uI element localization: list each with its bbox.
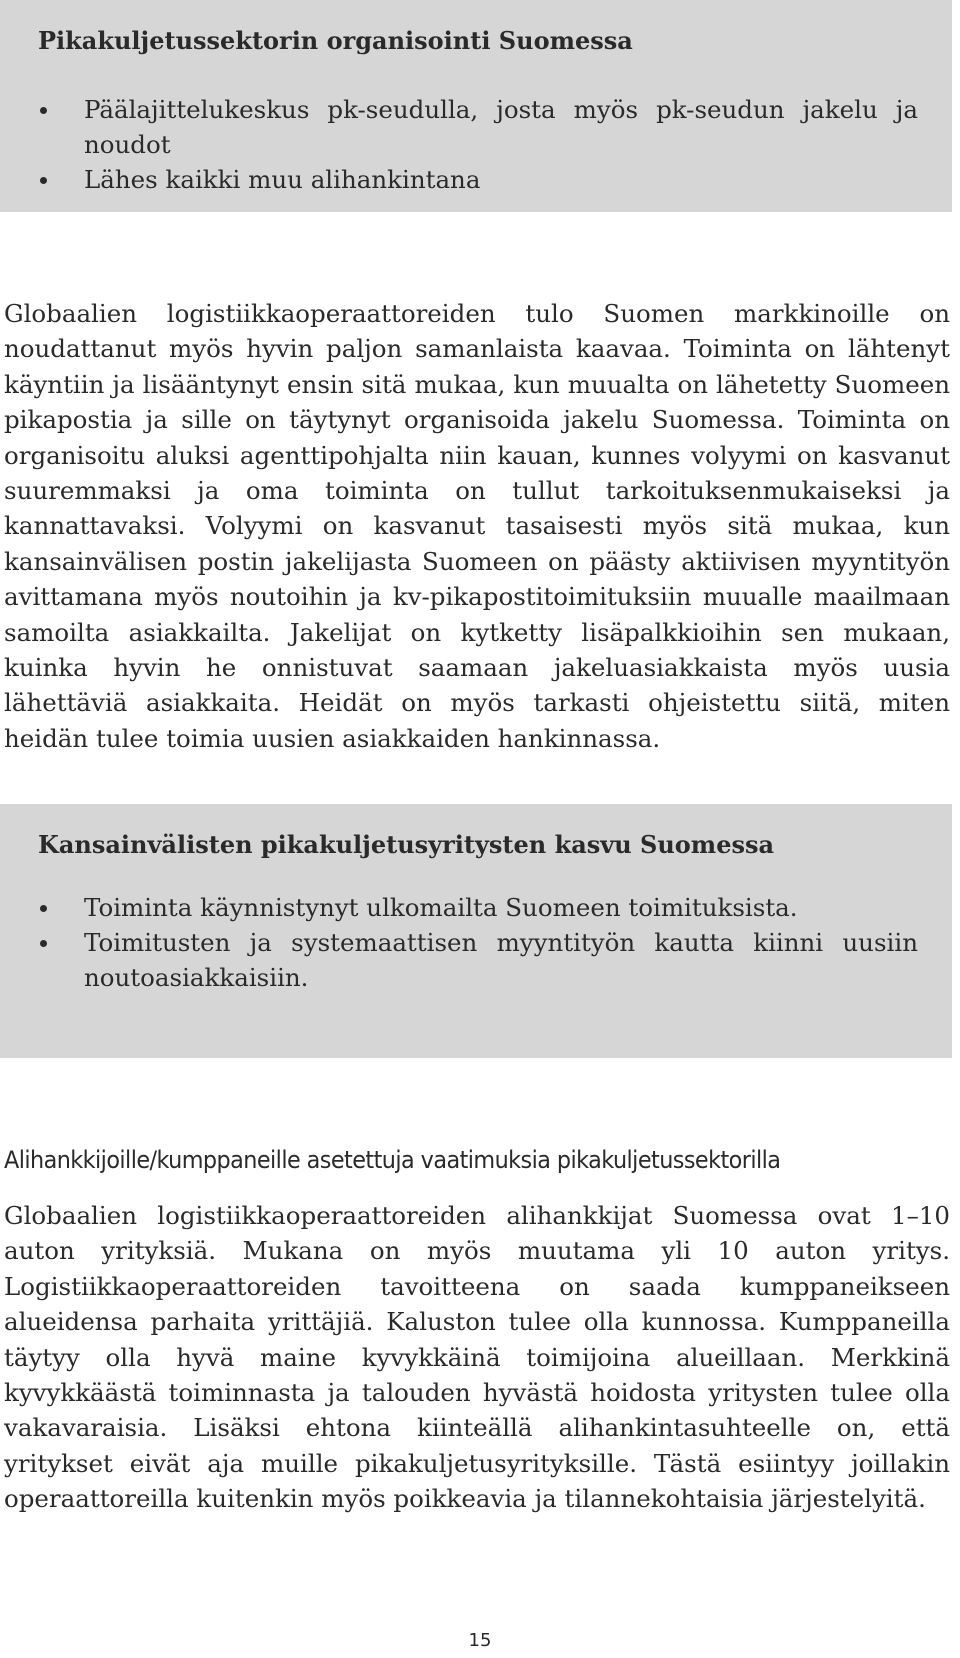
bullet-list	[38, 92, 918, 197]
bullet-item: Lähes kaikki muu alihankintana	[38, 162, 918, 197]
box-title: Pikakuljetussektorin organisointi Suomessa	[38, 26, 633, 55]
body-paragraph-2: Globaalien logistiikkaoperaattoreiden alihankkijat Suomessa ovat 1–10 auton yrityksiä. Mukana on myös muutama yli 10 auton yritys. Logistiikkaoperaattoreiden tavoitteena on saada kumppaneikseen alueidensa parhaita yrittäjiä. Kaluston tulee olla kunnossa. Kumppaneilla täytyy olla hyvä maine kyvykkäinä toimijoina alueillaan. Merkkinä kyvykkäästä toiminnasta ja talouden hyvästä hoidosta yritysten tulee olla vakavaraisia. Lisäksi ehtona kiinteällä alihankintasuhteelle on, että yritykset eivät aja muille pikakuljetusyrityksille. Tästä esiintyy joillakin operaattoreilla kuitenkin myös poikkeavia ja tilannekohtaisia järjestelyitä.	[4, 1201, 950, 1514]
summary-box-growth	[0, 804, 952, 1058]
bullet-list	[38, 890, 918, 995]
bullet-item: Toimitusten ja systemaattisen myyntityön kautta kiinni uusiin noutoasiakkaisiin.	[38, 925, 918, 995]
box-title: Kansainvälisten pikakuljetusyritysten kasvu Suomessa	[38, 830, 775, 859]
body-paragraph-1: Globaalien logistiikkaoperaattoreiden tulo Suomen markkinoille on noudattanut myös hyvin paljon samanlaista kaavaa. Toiminta on lähtenyt käyntiin ja lisääntynyt ensin sitä mukaa, kun muualta on lähetetty Suomeen pikapostia ja sille on täytynyt organisoida jakelu Suomessa. Toiminta on organisoitu aluksi agenttipohjalta niin kauan, kunnes volyymi on kasvanut suuremmaksi ja oma toiminta on tullut tarkoituksenmukaiseksi ja kannattavaksi. Volyymi on kasvanut tasaisesti myös sitä mukaa, kun kansainvälisen postin jakelijasta Suomeen on päästy aktiivisen myyntityön avittamana myös noutoihin ja kv-pikapostitoimituksiin muualle maailmaan samoilta asiakkailta. Jakelijat on kytketty lisäpalkkioihin sen mukaan, kuinka hyvin he onnistuvat saamaan jakeluasiakkaista myös uusia lähettäviä asiakkaita. Heidät on myös tarkasti ohjeistettu siitä, miten heidän tulee toimia uusien asiakkaiden hankinnassa.	[4, 299, 950, 753]
page-number: 15	[468, 1630, 492, 1651]
bullet-item: Toiminta käynnistynyt ulkomailta Suomeen toimituksista.	[38, 890, 918, 925]
section-heading: Alihankkijoille/kumppaneille asetettuja vaatimuksia pikakuljetussektorilla	[4, 1146, 781, 1174]
bullet-item: Päälajittelukeskus pk-seudulla, josta myös pk-seudun jakelu ja noudot	[38, 92, 918, 162]
summary-box-organisation	[0, 0, 952, 212]
